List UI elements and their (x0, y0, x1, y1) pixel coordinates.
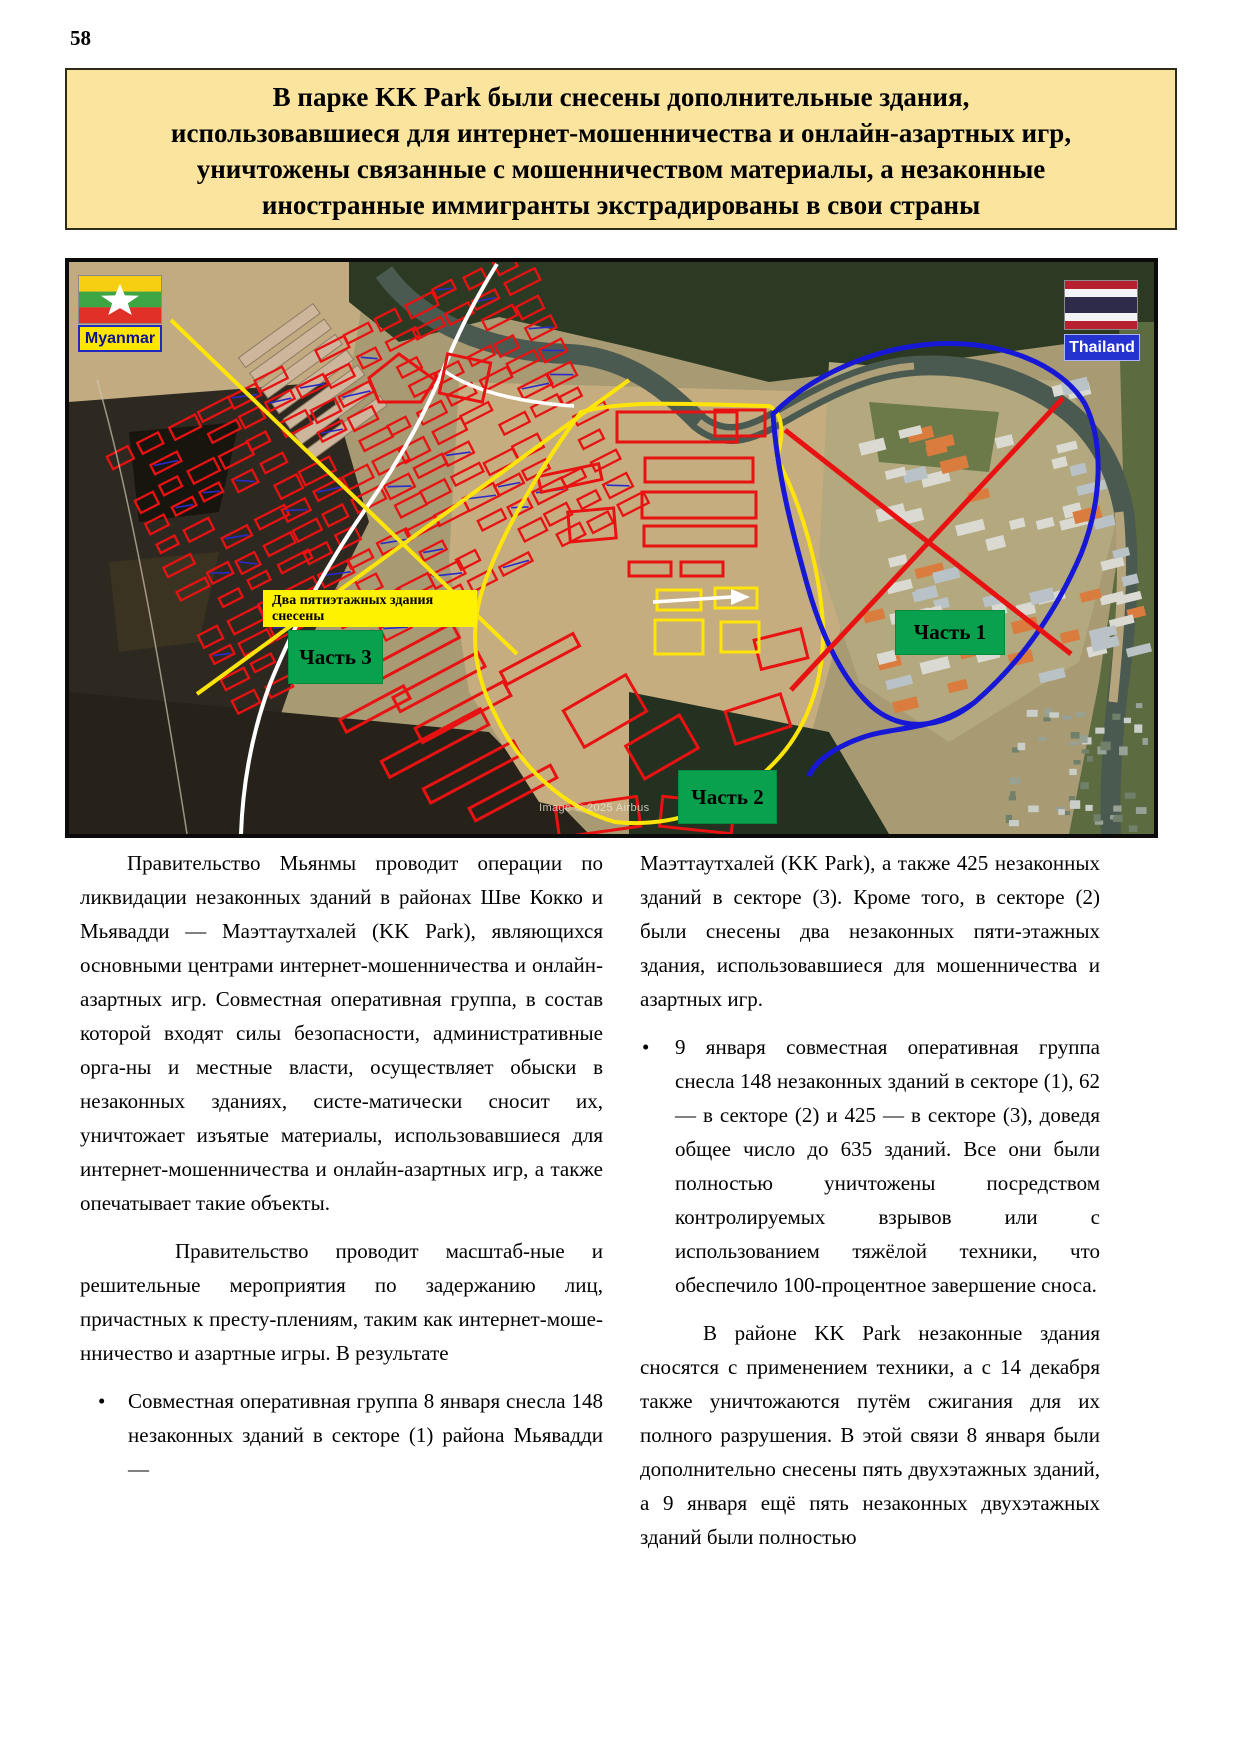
paragraph: В районе KK Park незаконные здания сносятся с применением техники, а с 14 декабря также уничтожаются путём сжигания для их полного разрушения. В этой связи 8 января были дополнительно снесены пять двухэтажных зданий, а 9 января ещё пять незаконных двухэтажных зданий были полностью (640, 1321, 1100, 1549)
column-right (640, 846, 1100, 1568)
page-number: 58 (70, 26, 91, 50)
thailand-flag-icon (1064, 280, 1138, 330)
paragraph: Правительство Мьянмы проводит операции по ликвидации незаконных зданий в районах Шве Кокко и Мьявадди — Маэттаутхалей (KK Park), являющихся основными центрами интернет-мошенничества и онлайн-азартных игр. Совместная оперативная группа, в состав которой входят силы безопасности, административные орга-ны и местные власти, осуществляет обыски в незаконных зданиях, систе-матически сносит их, уничтожает изъятые материалы, использовавшиеся для интернет-мошенничества и онлайн-азартных игр, а также опечатывает такие объекты. (80, 851, 603, 1215)
myanmar-flag-icon (78, 275, 162, 324)
part3-label: Часть 3 (288, 630, 383, 684)
map-attribution: Image © 2025 Airbus (539, 802, 650, 814)
satellite-map-figure (65, 258, 1158, 838)
article (80, 846, 1100, 1568)
bullet-list (640, 1030, 1100, 1302)
part2-label: Часть 2 (678, 770, 777, 824)
part1-label: Часть 1 (895, 610, 1005, 655)
title-line: иностранные иммигранты экстрадированы в свои страны (261, 190, 981, 220)
map-canvas (69, 262, 1154, 834)
title-line: В парке KK Park были снесены дополнительные здания, (272, 82, 970, 112)
title-line: уничтожены связанные с мошенничеством материалы, а незаконные (196, 154, 1046, 184)
title-line: использовавшиеся для интернет-мошенничества и онлайн-азартных игр, (170, 118, 1072, 148)
thailand-label: Thailand (1064, 334, 1140, 361)
paragraph: Правительство проводит масштаб-ные и решительные мероприятия по задержанию лиц, причастных к престу-плениям, таким как интернет-моше-нничество и азартные игры. В результате (80, 1239, 603, 1365)
map-svg (69, 262, 1154, 834)
myanmar-label: Myanmar (78, 325, 162, 352)
bullet-item: • Совместная оперативная группа 8 января снесла 148 незаконных зданий в секторе (1) района Мьявадди — (80, 1384, 603, 1486)
bullet-item: • 9 января совместная оперативная группа снесла 148 незаконных зданий в секторе (1), 62 — в секторе (2) и 425 — в секторе (3), доведя общее число до 635 зданий. Все они были полностью уничтожены посредством контролируемых взрывов или с использованием тяжёлой техники, что обеспечило 100-процентное завершение сноса. (640, 1030, 1100, 1302)
title-banner (65, 68, 1177, 230)
column-left (80, 846, 603, 1568)
bullet-list (80, 1384, 603, 1486)
paragraph: Маэттаутхалей (KK Park), а также 425 незаконных зданий в секторе (3). Кроме того, в секторе (2) были снесены два незаконных пяти-этажных здания, использовавшиеся для мошенничества и азартных игр. (640, 851, 1100, 1011)
demolished-buildings-annotation: Два пятиэтажных здания снесены (263, 590, 477, 627)
